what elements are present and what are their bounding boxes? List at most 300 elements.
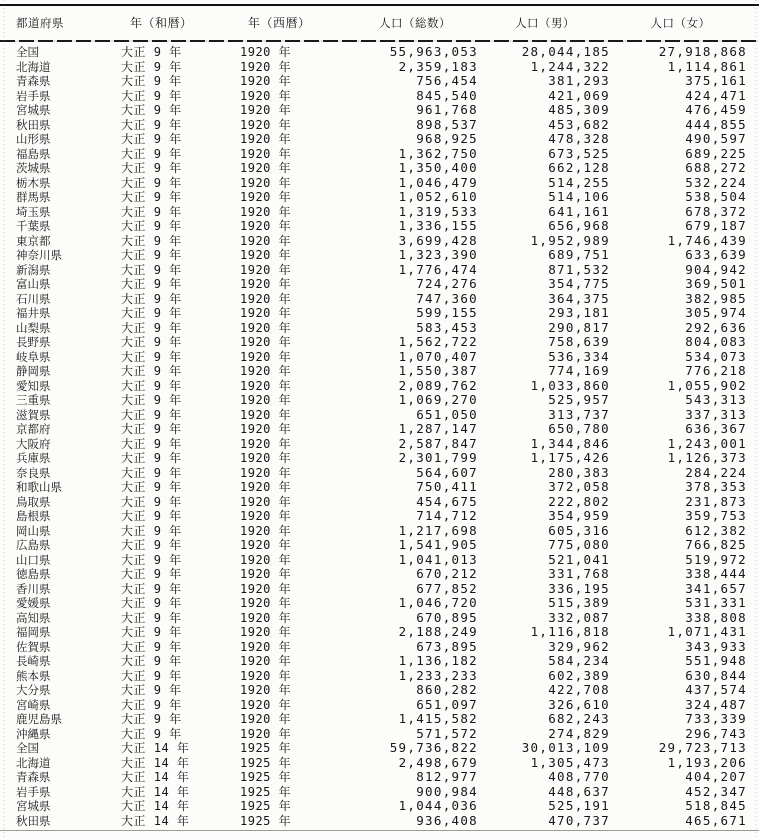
cell-population-female: 337,313 <box>685 407 747 422</box>
table-row <box>0 379 759 394</box>
cell-population-female: 341,657 <box>685 581 747 596</box>
cell-prefecture: 京都府 <box>16 422 51 436</box>
cell-population-male: 326,610 <box>548 697 610 712</box>
cell-population-total: 756,454 <box>416 74 478 88</box>
cell-population-total: 564,607 <box>416 465 478 480</box>
cell-population-female: 452,347 <box>685 784 747 799</box>
cell-population-female: 375,161 <box>685 74 747 88</box>
cell-year-seireki: 1920 年 <box>240 349 292 364</box>
cell-population-male: 408,770 <box>548 770 610 784</box>
cell-year-seireki: 1920 年 <box>240 567 292 581</box>
cell-prefecture: 静岡県 <box>16 364 51 378</box>
cell-population-female: 1,126,373 <box>667 451 747 465</box>
cell-prefecture: 鳥取県 <box>16 494 51 509</box>
cell-population-male: 293,181 <box>548 306 610 320</box>
cell-population-male: 775,080 <box>548 538 610 552</box>
column-header-population-total: 人口（総数） <box>379 16 451 30</box>
cell-population-male: 673,525 <box>548 146 610 161</box>
cell-population-total: 900,984 <box>416 784 478 799</box>
table-row <box>0 350 759 365</box>
cell-prefecture: 埼玉県 <box>16 204 51 219</box>
cell-year-seireki: 1925 年 <box>240 741 292 755</box>
table-row <box>0 611 759 626</box>
cell-year-seireki: 1920 年 <box>240 45 292 59</box>
column-header-population-female: 人口（女） <box>650 16 711 30</box>
cell-prefecture: 神奈川県 <box>16 248 62 262</box>
cell-year-wareki: 大正 9 年 <box>121 248 182 262</box>
cell-year-seireki: 1920 年 <box>240 697 292 712</box>
table-row <box>0 190 759 205</box>
cell-population-male: 525,957 <box>548 393 610 407</box>
cell-year-wareki: 大正 9 年 <box>121 726 182 741</box>
cell-prefecture: 宮城県 <box>16 103 51 117</box>
cell-population-total: 714,712 <box>416 509 478 523</box>
cell-population-female: 296,743 <box>685 726 747 741</box>
cell-population-female: 444,855 <box>685 117 747 132</box>
cell-population-male: 30,013,109 <box>521 741 610 755</box>
cell-population-male: 1,305,473 <box>530 755 610 770</box>
cell-year-wareki: 大正 9 年 <box>121 509 182 523</box>
cell-year-wareki: 大正 9 年 <box>121 161 182 175</box>
cell-population-male: 381,293 <box>548 74 610 88</box>
cell-population-total: 1,776,474 <box>398 262 478 277</box>
cell-year-wareki: 大正 9 年 <box>121 364 182 378</box>
table-row <box>0 248 759 263</box>
cell-prefecture: 福岡県 <box>16 625 51 639</box>
cell-population-female: 633,639 <box>685 248 747 262</box>
cell-year-seireki: 1920 年 <box>240 552 292 567</box>
cell-population-male: 222,802 <box>548 494 610 509</box>
cell-year-wareki: 大正 9 年 <box>121 190 182 204</box>
table-row <box>0 118 759 133</box>
cell-year-wareki: 大正 9 年 <box>121 233 182 248</box>
cell-population-total: 845,540 <box>416 88 478 103</box>
cell-population-male: 453,682 <box>548 117 610 132</box>
cell-prefecture: 奈良県 <box>16 465 51 480</box>
cell-population-total: 1,136,182 <box>398 654 478 668</box>
cell-year-wareki: 大正 9 年 <box>121 306 182 320</box>
cell-population-male: 485,309 <box>548 103 610 117</box>
cell-population-female: 636,367 <box>685 422 747 436</box>
table-row <box>0 524 759 539</box>
table-row <box>0 741 759 756</box>
cell-year-seireki: 1920 年 <box>240 175 292 190</box>
cell-population-total: 936,408 <box>416 813 478 828</box>
cell-population-total: 2,587,847 <box>398 436 478 451</box>
table-row <box>0 582 759 597</box>
cell-year-seireki: 1920 年 <box>240 480 292 494</box>
table-row <box>0 219 759 234</box>
cell-prefecture: 大分県 <box>16 683 51 697</box>
cell-population-female: 678,372 <box>685 204 747 219</box>
cell-prefecture: 愛知県 <box>16 378 51 393</box>
cell-population-male: 689,751 <box>548 248 610 262</box>
cell-prefecture: 兵庫県 <box>16 451 51 465</box>
cell-year-seireki: 1920 年 <box>240 683 292 697</box>
cell-population-total: 651,097 <box>416 697 478 712</box>
cell-prefecture: 岩手県 <box>16 784 51 799</box>
cell-prefecture: 宮崎県 <box>16 697 51 712</box>
table-row <box>0 509 759 524</box>
cell-population-male: 274,829 <box>548 726 610 741</box>
cell-prefecture: 石川県 <box>16 291 51 306</box>
cell-population-male: 514,255 <box>548 175 610 190</box>
cell-year-seireki: 1920 年 <box>240 103 292 117</box>
cell-year-seireki: 1920 年 <box>240 320 292 335</box>
table-row <box>0 176 759 191</box>
cell-population-male: 336,195 <box>548 581 610 596</box>
cell-year-seireki: 1920 年 <box>240 610 292 625</box>
table-row <box>0 147 759 162</box>
cell-population-total: 724,276 <box>416 277 478 291</box>
cell-population-male: 1,344,846 <box>530 436 610 451</box>
cell-year-seireki: 1920 年 <box>240 204 292 219</box>
cell-year-seireki: 1920 年 <box>240 335 292 349</box>
cell-year-seireki: 1920 年 <box>240 59 292 74</box>
cell-year-seireki: 1925 年 <box>240 813 292 828</box>
cell-year-seireki: 1925 年 <box>240 784 292 799</box>
table-row <box>0 654 759 669</box>
cell-year-seireki: 1920 年 <box>240 451 292 465</box>
cell-year-wareki: 大正 9 年 <box>121 45 182 59</box>
cell-population-total: 1,336,155 <box>398 219 478 233</box>
cell-population-male: 605,316 <box>548 523 610 538</box>
cell-population-male: 354,775 <box>548 277 610 291</box>
cell-population-female: 551,948 <box>685 654 747 668</box>
cell-population-male: 478,328 <box>548 132 610 146</box>
cell-population-total: 571,572 <box>416 726 478 741</box>
cell-year-wareki: 大正 9 年 <box>121 683 182 697</box>
cell-population-female: 465,671 <box>685 813 747 828</box>
cell-prefecture: 富山県 <box>16 277 51 291</box>
column-header-year-wareki: 年（和暦） <box>130 16 193 30</box>
cell-year-wareki: 大正 9 年 <box>121 596 182 610</box>
cell-prefecture: 秋田県 <box>16 117 51 132</box>
cell-population-female: 519,972 <box>685 552 747 567</box>
cell-prefecture: 北海道 <box>16 59 51 74</box>
column-header-prefecture: 都道府県 <box>16 16 64 30</box>
table-row <box>0 422 759 437</box>
cell-prefecture: 宮城県 <box>16 799 51 813</box>
cell-population-female: 382,985 <box>685 291 747 306</box>
cell-prefecture: 北海道 <box>16 755 51 770</box>
cell-population-female: 476,459 <box>685 103 747 117</box>
cell-population-female: 305,974 <box>685 306 747 320</box>
cell-prefecture: 大阪府 <box>16 436 51 451</box>
table-row <box>0 712 759 727</box>
cell-year-seireki: 1920 年 <box>240 88 292 103</box>
cell-prefecture: 全国 <box>16 741 39 755</box>
cell-population-male: 421,069 <box>548 88 610 103</box>
table-body <box>0 45 759 828</box>
cell-population-total: 651,050 <box>416 407 478 422</box>
cell-year-seireki: 1920 年 <box>240 639 292 654</box>
table-row <box>0 335 759 350</box>
cell-population-female: 1,071,431 <box>667 625 747 639</box>
table-row <box>0 451 759 466</box>
table-row <box>0 640 759 655</box>
cell-prefecture: 和歌山県 <box>16 480 62 494</box>
cell-prefecture: 広島県 <box>16 538 51 552</box>
cell-population-female: 338,444 <box>685 567 747 581</box>
cell-prefecture: 秋田県 <box>16 813 51 828</box>
cell-population-female: 1,243,001 <box>667 436 747 451</box>
cell-population-male: 602,389 <box>548 668 610 683</box>
cell-year-wareki: 大正 14 年 <box>121 755 190 770</box>
cell-population-total: 1,046,720 <box>398 596 478 610</box>
cell-population-female: 689,225 <box>685 146 747 161</box>
cell-year-seireki: 1920 年 <box>240 407 292 422</box>
cell-population-male: 28,044,185 <box>521 45 610 59</box>
cell-population-total: 1,041,013 <box>398 552 478 567</box>
cell-year-seireki: 1920 年 <box>240 219 292 233</box>
cell-prefecture: 山形県 <box>16 132 51 146</box>
cell-year-wareki: 大正 9 年 <box>121 74 182 88</box>
cell-year-wareki: 大正 9 年 <box>121 335 182 349</box>
cell-population-total: 1,052,610 <box>398 190 478 204</box>
table-row <box>0 263 759 278</box>
cell-population-total: 583,453 <box>416 320 478 335</box>
cell-population-total: 1,550,387 <box>398 364 478 378</box>
cell-population-male: 871,532 <box>548 262 610 277</box>
cell-population-total: 1,287,147 <box>398 422 478 436</box>
table-row <box>0 770 759 785</box>
cell-prefecture: 福井県 <box>16 306 51 320</box>
table-row <box>0 727 759 742</box>
cell-year-wareki: 大正 9 年 <box>121 349 182 364</box>
cell-population-female: 534,073 <box>685 349 747 364</box>
cell-year-wareki: 大正 9 年 <box>121 523 182 538</box>
table-row <box>0 364 759 379</box>
cell-population-total: 1,046,479 <box>398 175 478 190</box>
cell-year-seireki: 1920 年 <box>240 465 292 480</box>
cell-year-seireki: 1920 年 <box>240 117 292 132</box>
cell-year-wareki: 大正 9 年 <box>121 567 182 581</box>
cell-year-wareki: 大正 9 年 <box>121 407 182 422</box>
cell-population-male: 584,234 <box>548 654 610 668</box>
cell-prefecture: 岐阜県 <box>16 349 51 364</box>
table-row <box>0 321 759 336</box>
cell-population-male: 521,041 <box>548 552 610 567</box>
table-row <box>0 683 759 698</box>
cell-year-wareki: 大正 9 年 <box>121 291 182 306</box>
cell-prefecture: 栃木県 <box>16 175 51 190</box>
cell-year-wareki: 大正 9 年 <box>121 654 182 668</box>
cell-prefecture: 茨城県 <box>16 161 51 175</box>
table-row <box>0 756 759 771</box>
cell-population-female: 324,487 <box>685 697 747 712</box>
cell-population-male: 525,191 <box>548 799 610 813</box>
cell-population-female: 231,873 <box>685 494 747 509</box>
cell-population-total: 1,323,390 <box>398 248 478 262</box>
cell-population-female: 531,331 <box>685 596 747 610</box>
cell-population-total: 59,736,822 <box>389 741 478 755</box>
cell-population-total: 1,562,722 <box>398 335 478 349</box>
cell-year-wareki: 大正 9 年 <box>121 59 182 74</box>
cell-prefecture: 佐賀県 <box>16 639 51 654</box>
table-row <box>0 567 759 582</box>
cell-prefecture: 新潟県 <box>16 262 51 277</box>
cell-year-wareki: 大正 9 年 <box>121 625 182 639</box>
cell-population-total: 454,675 <box>416 494 478 509</box>
cell-population-total: 747,360 <box>416 291 478 306</box>
header-separator-rule <box>0 40 759 42</box>
cell-year-wareki: 大正 9 年 <box>121 320 182 335</box>
table-row <box>0 785 759 800</box>
cell-population-total: 2,498,679 <box>398 755 478 770</box>
cell-population-total: 2,301,799 <box>398 451 478 465</box>
cell-population-female: 369,501 <box>685 277 747 291</box>
cell-population-female: 29,723,713 <box>658 741 747 755</box>
cell-population-female: 532,224 <box>685 175 747 190</box>
cell-population-male: 470,737 <box>548 813 610 828</box>
cell-prefecture: 香川県 <box>16 581 51 596</box>
table-row <box>0 292 759 307</box>
table-row <box>0 669 759 684</box>
cell-prefecture: 鹿児島県 <box>16 712 62 726</box>
cell-population-total: 1,069,270 <box>398 393 478 407</box>
cell-year-wareki: 大正 9 年 <box>121 581 182 596</box>
cell-year-seireki: 1925 年 <box>240 770 292 784</box>
cell-population-female: 343,933 <box>685 639 747 654</box>
cell-population-total: 1,070,407 <box>398 349 478 364</box>
cell-population-male: 1,116,818 <box>530 625 610 639</box>
cell-year-seireki: 1920 年 <box>240 712 292 726</box>
cell-population-total: 677,852 <box>416 581 478 596</box>
table-row <box>0 466 759 481</box>
cell-year-wareki: 大正 9 年 <box>121 552 182 567</box>
cell-population-total: 968,925 <box>416 132 478 146</box>
cell-population-male: 1,033,860 <box>530 378 610 393</box>
cell-year-wareki: 大正 9 年 <box>121 538 182 552</box>
table-header-row <box>0 6 759 40</box>
cell-year-wareki: 大正 9 年 <box>121 393 182 407</box>
cell-prefecture: 徳島県 <box>16 567 51 581</box>
cell-year-seireki: 1920 年 <box>240 190 292 204</box>
cell-year-wareki: 大正 9 年 <box>121 146 182 161</box>
cell-population-total: 1,319,533 <box>398 204 478 219</box>
cell-population-male: 650,780 <box>548 422 610 436</box>
cell-population-male: 364,375 <box>548 291 610 306</box>
cell-prefecture: 青森県 <box>16 770 51 784</box>
cell-year-seireki: 1920 年 <box>240 277 292 291</box>
cell-population-female: 359,753 <box>685 509 747 523</box>
cell-population-total: 1,044,036 <box>398 799 478 813</box>
cell-year-seireki: 1920 年 <box>240 146 292 161</box>
cell-population-female: 424,471 <box>685 88 747 103</box>
cell-year-seireki: 1920 年 <box>240 726 292 741</box>
cell-population-female: 733,339 <box>685 712 747 726</box>
table-row <box>0 45 759 60</box>
cell-prefecture: 全国 <box>16 45 39 59</box>
table-row <box>0 393 759 408</box>
table-row <box>0 60 759 75</box>
cell-population-male: 758,639 <box>548 335 610 349</box>
table-row <box>0 306 759 321</box>
cell-population-male: 515,389 <box>548 596 610 610</box>
cell-year-seireki: 1920 年 <box>240 248 292 262</box>
cell-population-total: 1,217,698 <box>398 523 478 538</box>
cell-year-seireki: 1920 年 <box>240 668 292 683</box>
cell-year-wareki: 大正 9 年 <box>121 639 182 654</box>
cell-population-male: 329,962 <box>548 639 610 654</box>
column-header-population-male: 人口（男） <box>515 16 575 30</box>
cell-population-total: 670,212 <box>416 567 478 581</box>
cell-prefecture: 長野県 <box>16 335 51 349</box>
cell-year-seireki: 1920 年 <box>240 494 292 509</box>
cell-year-seireki: 1920 年 <box>240 581 292 596</box>
cell-population-total: 750,411 <box>416 480 478 494</box>
cell-population-total: 1,350,400 <box>398 161 478 175</box>
cell-year-seireki: 1925 年 <box>240 799 292 813</box>
cell-year-seireki: 1920 年 <box>240 132 292 146</box>
table-row <box>0 814 759 829</box>
cell-prefecture: 熊本県 <box>16 668 51 683</box>
cell-year-wareki: 大正 9 年 <box>121 465 182 480</box>
cell-prefecture: 岩手県 <box>16 88 51 103</box>
cell-population-male: 1,244,322 <box>530 59 610 74</box>
cell-population-female: 378,353 <box>685 480 747 494</box>
cell-year-seireki: 1920 年 <box>240 625 292 639</box>
cell-prefecture: 長崎県 <box>16 654 51 668</box>
cell-population-total: 860,282 <box>416 683 478 697</box>
cell-population-female: 1,193,206 <box>667 755 747 770</box>
cell-population-female: 904,942 <box>685 262 747 277</box>
table-row <box>0 625 759 640</box>
cell-prefecture: 山口県 <box>16 552 51 567</box>
cell-population-total: 1,362,750 <box>398 146 478 161</box>
table-row <box>0 799 759 814</box>
cell-population-total: 961,768 <box>416 103 478 117</box>
cell-year-wareki: 大正 9 年 <box>121 175 182 190</box>
cell-year-wareki: 大正 14 年 <box>121 813 190 828</box>
cell-year-wareki: 大正 9 年 <box>121 712 182 726</box>
cell-population-female: 27,918,868 <box>658 45 747 59</box>
cell-year-wareki: 大正 9 年 <box>121 378 182 393</box>
cell-year-seireki: 1920 年 <box>240 291 292 306</box>
cell-year-seireki: 1920 年 <box>240 233 292 248</box>
table-row <box>0 234 759 249</box>
cell-year-wareki: 大正 9 年 <box>121 436 182 451</box>
cell-year-seireki: 1920 年 <box>240 393 292 407</box>
cell-population-female: 404,207 <box>685 770 747 784</box>
cell-population-female: 612,382 <box>685 523 747 538</box>
table-row <box>0 205 759 220</box>
cell-population-total: 673,895 <box>416 639 478 654</box>
cell-year-wareki: 大正 9 年 <box>121 494 182 509</box>
cell-population-total: 599,155 <box>416 306 478 320</box>
table-row <box>0 538 759 553</box>
cell-year-seireki: 1920 年 <box>240 422 292 436</box>
cell-population-total: 670,895 <box>416 610 478 625</box>
cell-year-seireki: 1920 年 <box>240 523 292 538</box>
cell-year-wareki: 大正 9 年 <box>121 277 182 291</box>
cell-population-male: 774,169 <box>548 364 610 378</box>
cell-population-total: 2,359,183 <box>398 59 478 74</box>
table-row <box>0 132 759 147</box>
table-bottom-border <box>0 830 759 831</box>
table-row <box>0 89 759 104</box>
cell-year-wareki: 大正 9 年 <box>121 668 182 683</box>
cell-prefecture: 高知県 <box>16 610 51 625</box>
cell-population-male: 1,175,426 <box>530 451 610 465</box>
cell-population-male: 514,106 <box>548 190 610 204</box>
cell-year-seireki: 1920 年 <box>240 436 292 451</box>
cell-prefecture: 滋賀県 <box>16 407 51 422</box>
cell-population-female: 284,224 <box>685 465 747 480</box>
cell-population-female: 679,187 <box>685 219 747 233</box>
cell-population-male: 422,708 <box>548 683 610 697</box>
